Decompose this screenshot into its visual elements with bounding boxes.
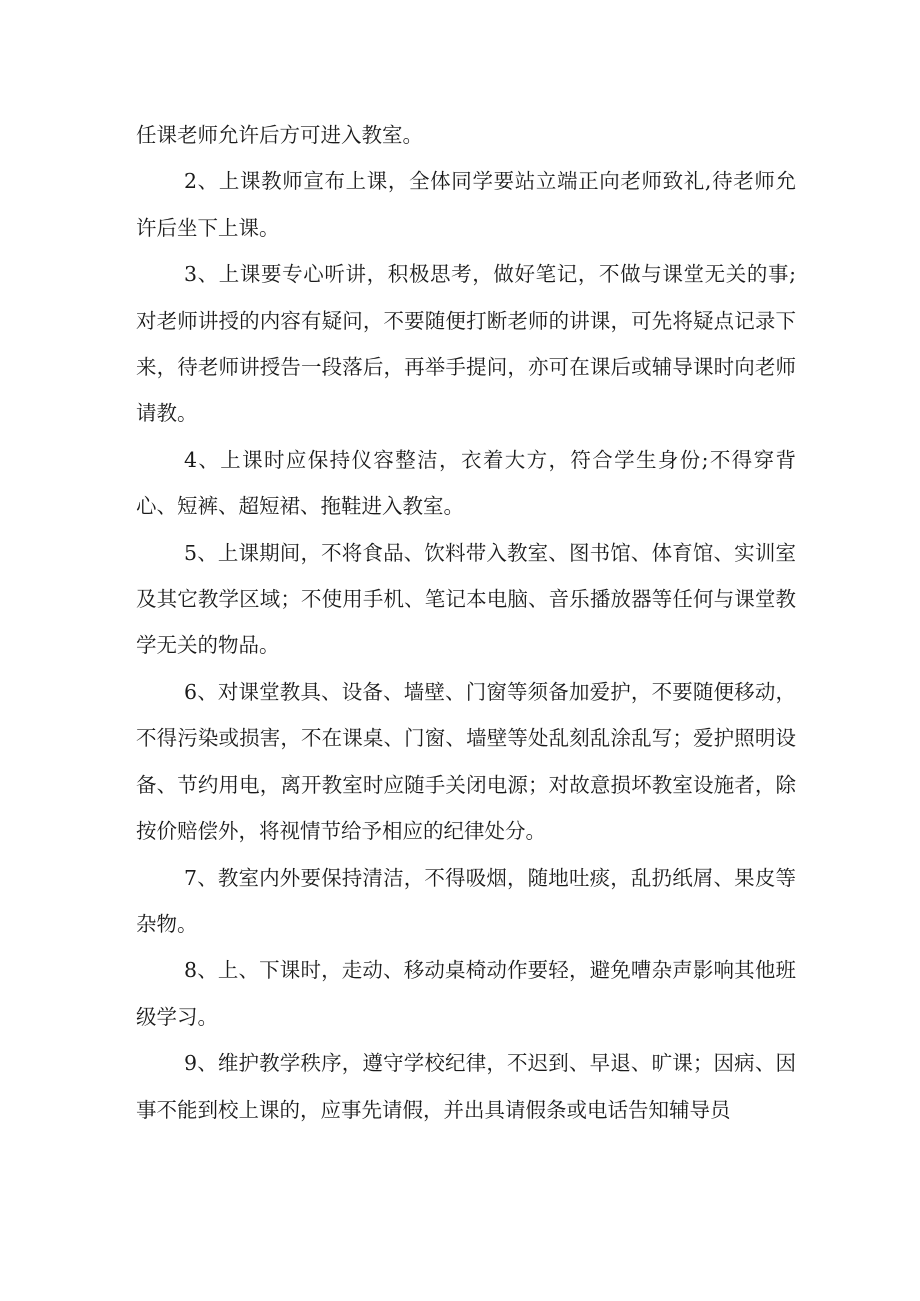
paragraph-rule-2: 2、上课教师宣布上课，全体同学要站立端正向老师致礼,待老师允许后坐下上课。 <box>136 169 796 240</box>
paragraph-rule-8: 8、上、下课时，走动、移动桌椅动作要轻，避免嘈杂声影响其他班级学习。 <box>136 958 796 1029</box>
paragraph-rule-6: 6、对课堂教具、设备、墙壁、门窗等须备加爱护，不要随便移动，不得污染或损害，不在课桌、门窗、墙壁等处乱刻乱涂乱写；爱护照明设备、节约用电，离开教室时应随手关闭电源；对故意损坏教室设施者，除按价赔偿外，将视情节给予相应的纪律处分。 <box>136 679 796 844</box>
paragraph-continuation: 任课老师允许后方可进入教室。 <box>136 123 423 147</box>
paragraph-rule-5: 5、上课期间，不将食品、饮料带入教室、图书馆、体育馆、实训室及其它教学区域；不使用手机、笔记本电脑、音乐播放器等任何与课堂教学无关的物品。 <box>136 540 796 658</box>
paragraph-rule-9: 9、维护教学秩序，遵守学校纪律，不迟到、早退、旷课；因病、因事不能到校上课的，应事先请假，并出具请假条或电话告知辅导员 <box>136 1051 796 1122</box>
paragraph-rule-4: 4、上课时应保持仪容整洁，衣着大方，符合学生身份;不得穿背心、短裤、超短裙、拖鞋进入教室。 <box>136 447 796 519</box>
paragraph-rule-7: 7、教室内外要保持清洁，不得吸烟，随地吐痰，乱扔纸屑、果皮等杂物。 <box>136 865 796 936</box>
document-body <box>136 112 796 1133</box>
paragraph-rule-3: 3、上课要专心听讲，积极思考，做好笔记，不做与课堂无关的事;对老师讲授的内容有疑问，不要随便打断老师的讲课，可先将疑点记录下来，待老师讲授告一段落后，再举手提问，亦可在课后或辅导课时向老师请教。 <box>136 262 796 426</box>
